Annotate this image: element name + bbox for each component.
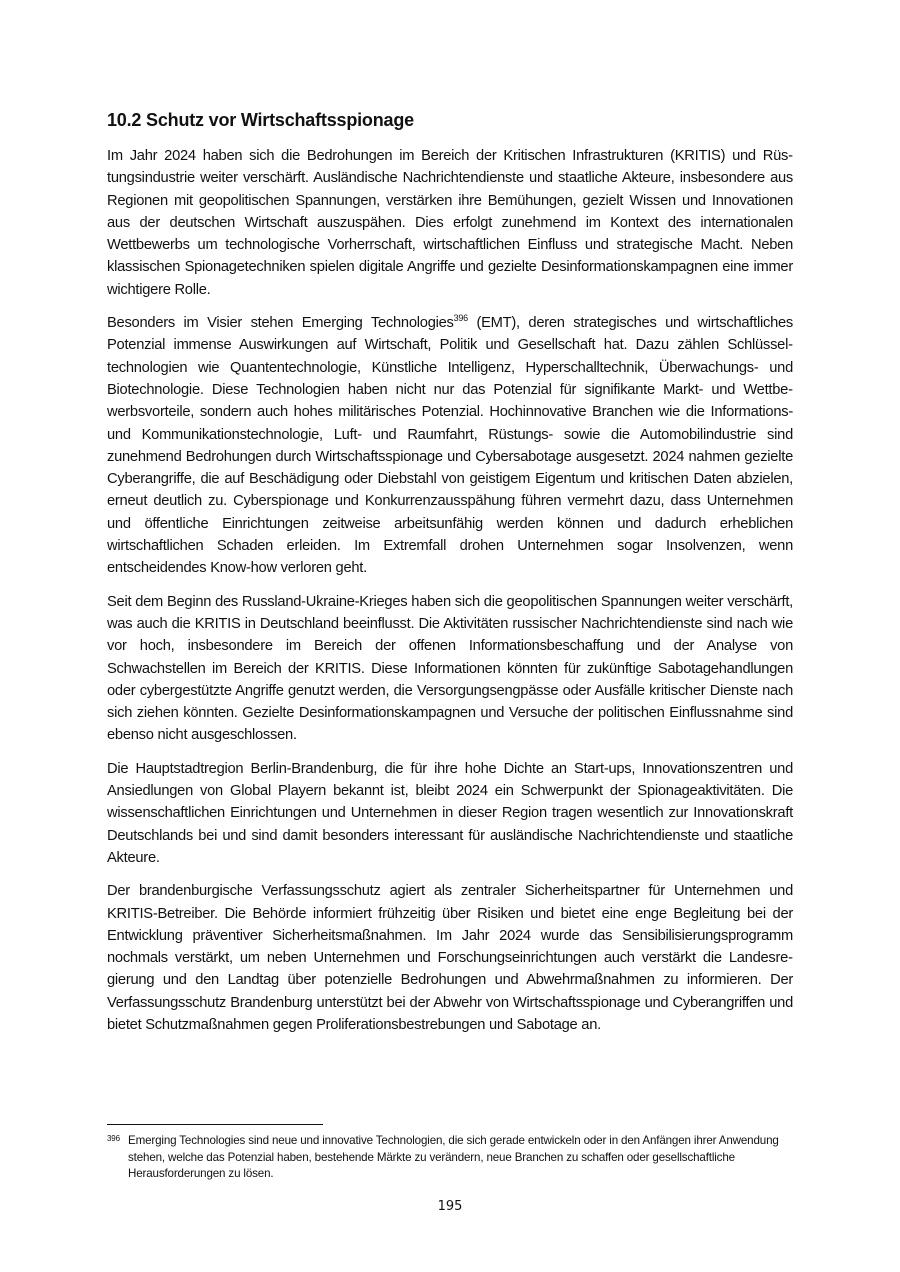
paragraph-4: Die Hauptstadtregion Berlin-Brandenburg, die für ihre hohe Dichte an Start-ups, Innovationszentren und Ansiedlungen von Global Playern bekannt ist, bleibt 2024 ein Schwerpunkt der Spionageaktivitäten. Die wissenschaftlichen Einrichtungen und Unternehmen in dieser Region tragen wesentlich zur Innovationskraft Deutschlands bei und sind damit besonders interessant für ausländische Nachrichtendienste und staatliche Akteure.: [107, 760, 793, 866]
paragraph-5: Der brandenburgische Verfassungsschutz agiert als zentraler Sicherheitspartner für Unternehmen und KRITIS-Betreiber. Die Behörde informiert frühzeitig über Risiken und bietet eine enge Begleitung bei der Entwicklung präventiver Sicherheitsmaßnahmen. Im Jahr 2024 wurde das Sensibilisierungsprogramm nochmals verstärkt, um neben Unternehmen und Forschungseinrichtungen auch verstärkt die Landesregierung und den Landtag über potenzielle Bedrohungen und Abwehrmaßnahmen zu informieren. Der Verfassungsschutz Brandenburg unterstützt bei der Abwehr von Wirtschaftsspionage und Cyberangriffen und bietet Schutzmaßnahmen gegen Proliferationsbestrebungen und Sabotage an.: [107, 883, 793, 1033]
paragraph-3: Seit dem Beginn des Russland-Ukraine-Krieges haben sich die geopolitischen Spannungen weiter verschärft, was auch die KRITIS in Deutschland beeinflusst. Die Aktivitäten russischer Nachrichtendienste sind nach wie vor hoch, insbesondere im Bereich der offenen Informationsbeschaffung und der Analyse von Schwachstellen im Bereich der KRITIS. Diese Informationen könnten für zukünftige Sabotagehandlungen oder cybergestützte Angriffe genutzt werden, die Versorgungsengpässe oder Ausfälle kritischer Dienste nach sich ziehen könnten. Gezielte Desinformationskampagnen und Versuche der politischen Einflussnahme sind ebenso nicht ausgeschlossen.: [107, 593, 793, 744]
main-content: [107, 107, 793, 1047]
footnote-reference[interactable]: 396: [453, 313, 468, 324]
footnote-number: 396: [107, 1134, 120, 1143]
paragraph-1: Im Jahr 2024 haben sich die Bedrohungen im Bereich der Kritischen Infrastrukturen (KRITIS) und Rüstungsindustrie weiter verschärft. Ausländische Nachrichtendienste und staatliche Akteure, insbesondere aus Regionen mit geopolitischen Spannungen, verstärken ihre Bemühungen, gezielt Wissen und Innovationen aus der deutschen Wirtschaft auszuspähen. Dies erfolgt zunehmend im Kontext des internationalen Wettbewerbs um technologische Vorherrschaft, wirtschaftlichen Einfluss und strategische Macht. Neben klassischen Spionagetechniken spielen digitale Angriffe und gezielte Desinformationskampagnen eine immer wichtigere Rolle.: [107, 148, 793, 298]
footnote: [107, 1133, 793, 1183]
footnote-divider: [107, 1124, 323, 1125]
page-number: 195: [437, 1199, 463, 1214]
paragraph-2-before: Besonders im Visier stehen Emerging Technologies: [107, 315, 454, 332]
paragraph-2: [107, 312, 793, 580]
section-heading: 10.2 Schutz vor Wirtschaftsspionage: [107, 110, 414, 130]
paragraph-2-after: (EMT), deren strategisches und wirtschaftliches Potenzial immense Auswirkungen auf Wirtschaft, Politik und Gesellschaft hat. Dazu zählen Schlüsseltechnologien wie Quantentechnologie, Künstliche Intelligenz, Hyperschalltechnik, Überwachungs- und Biotechnologie. Diese Technologien haben nicht nur das Potenzial für signifikante Markt- und Wettbewerbsvorteile, sondern auch hohes militärisches Potenzial. Hochinnovative Branchen wie die Informations- und Kommunikationstechnologie, Luft- und Raumfahrt, Rüstungs- sowie die Automobilindustrie sind zunehmend Bedrohungen durch Wirtschaftsspionage und Cybersabotage ausgesetzt. 2024 nahmen gezielte Cyberangriffe, die auf Beschädigung oder Diebstahl von geistigem Eigentum und kritischen Daten abzielen, erneut deutlich zu. Cyberspionage und Konkurrenzausspähung führen vermehrt dazu, dass Unternehmen und öffentliche Einrichtungen zeitweise arbeitsunfähig werden können und dadurch erheblichen wirtschaftlichen Schaden erleiden. Im Extremfall drohen Unternehmen sogar Insolvenzen, wenn entscheidendes Know-how verloren geht.: [107, 315, 793, 577]
footnote-text: Emerging Technologies sind neue und innovative Technologien, die sich gerade entwickeln oder in den Anfängen ihrer Anwendung stehen, welche das Potenzial haben, bestehende Märkte zu verändern, neue Branchen zu schaffen oder gesellschaftliche Herausforderungen zu lösen.: [128, 1134, 779, 1180]
